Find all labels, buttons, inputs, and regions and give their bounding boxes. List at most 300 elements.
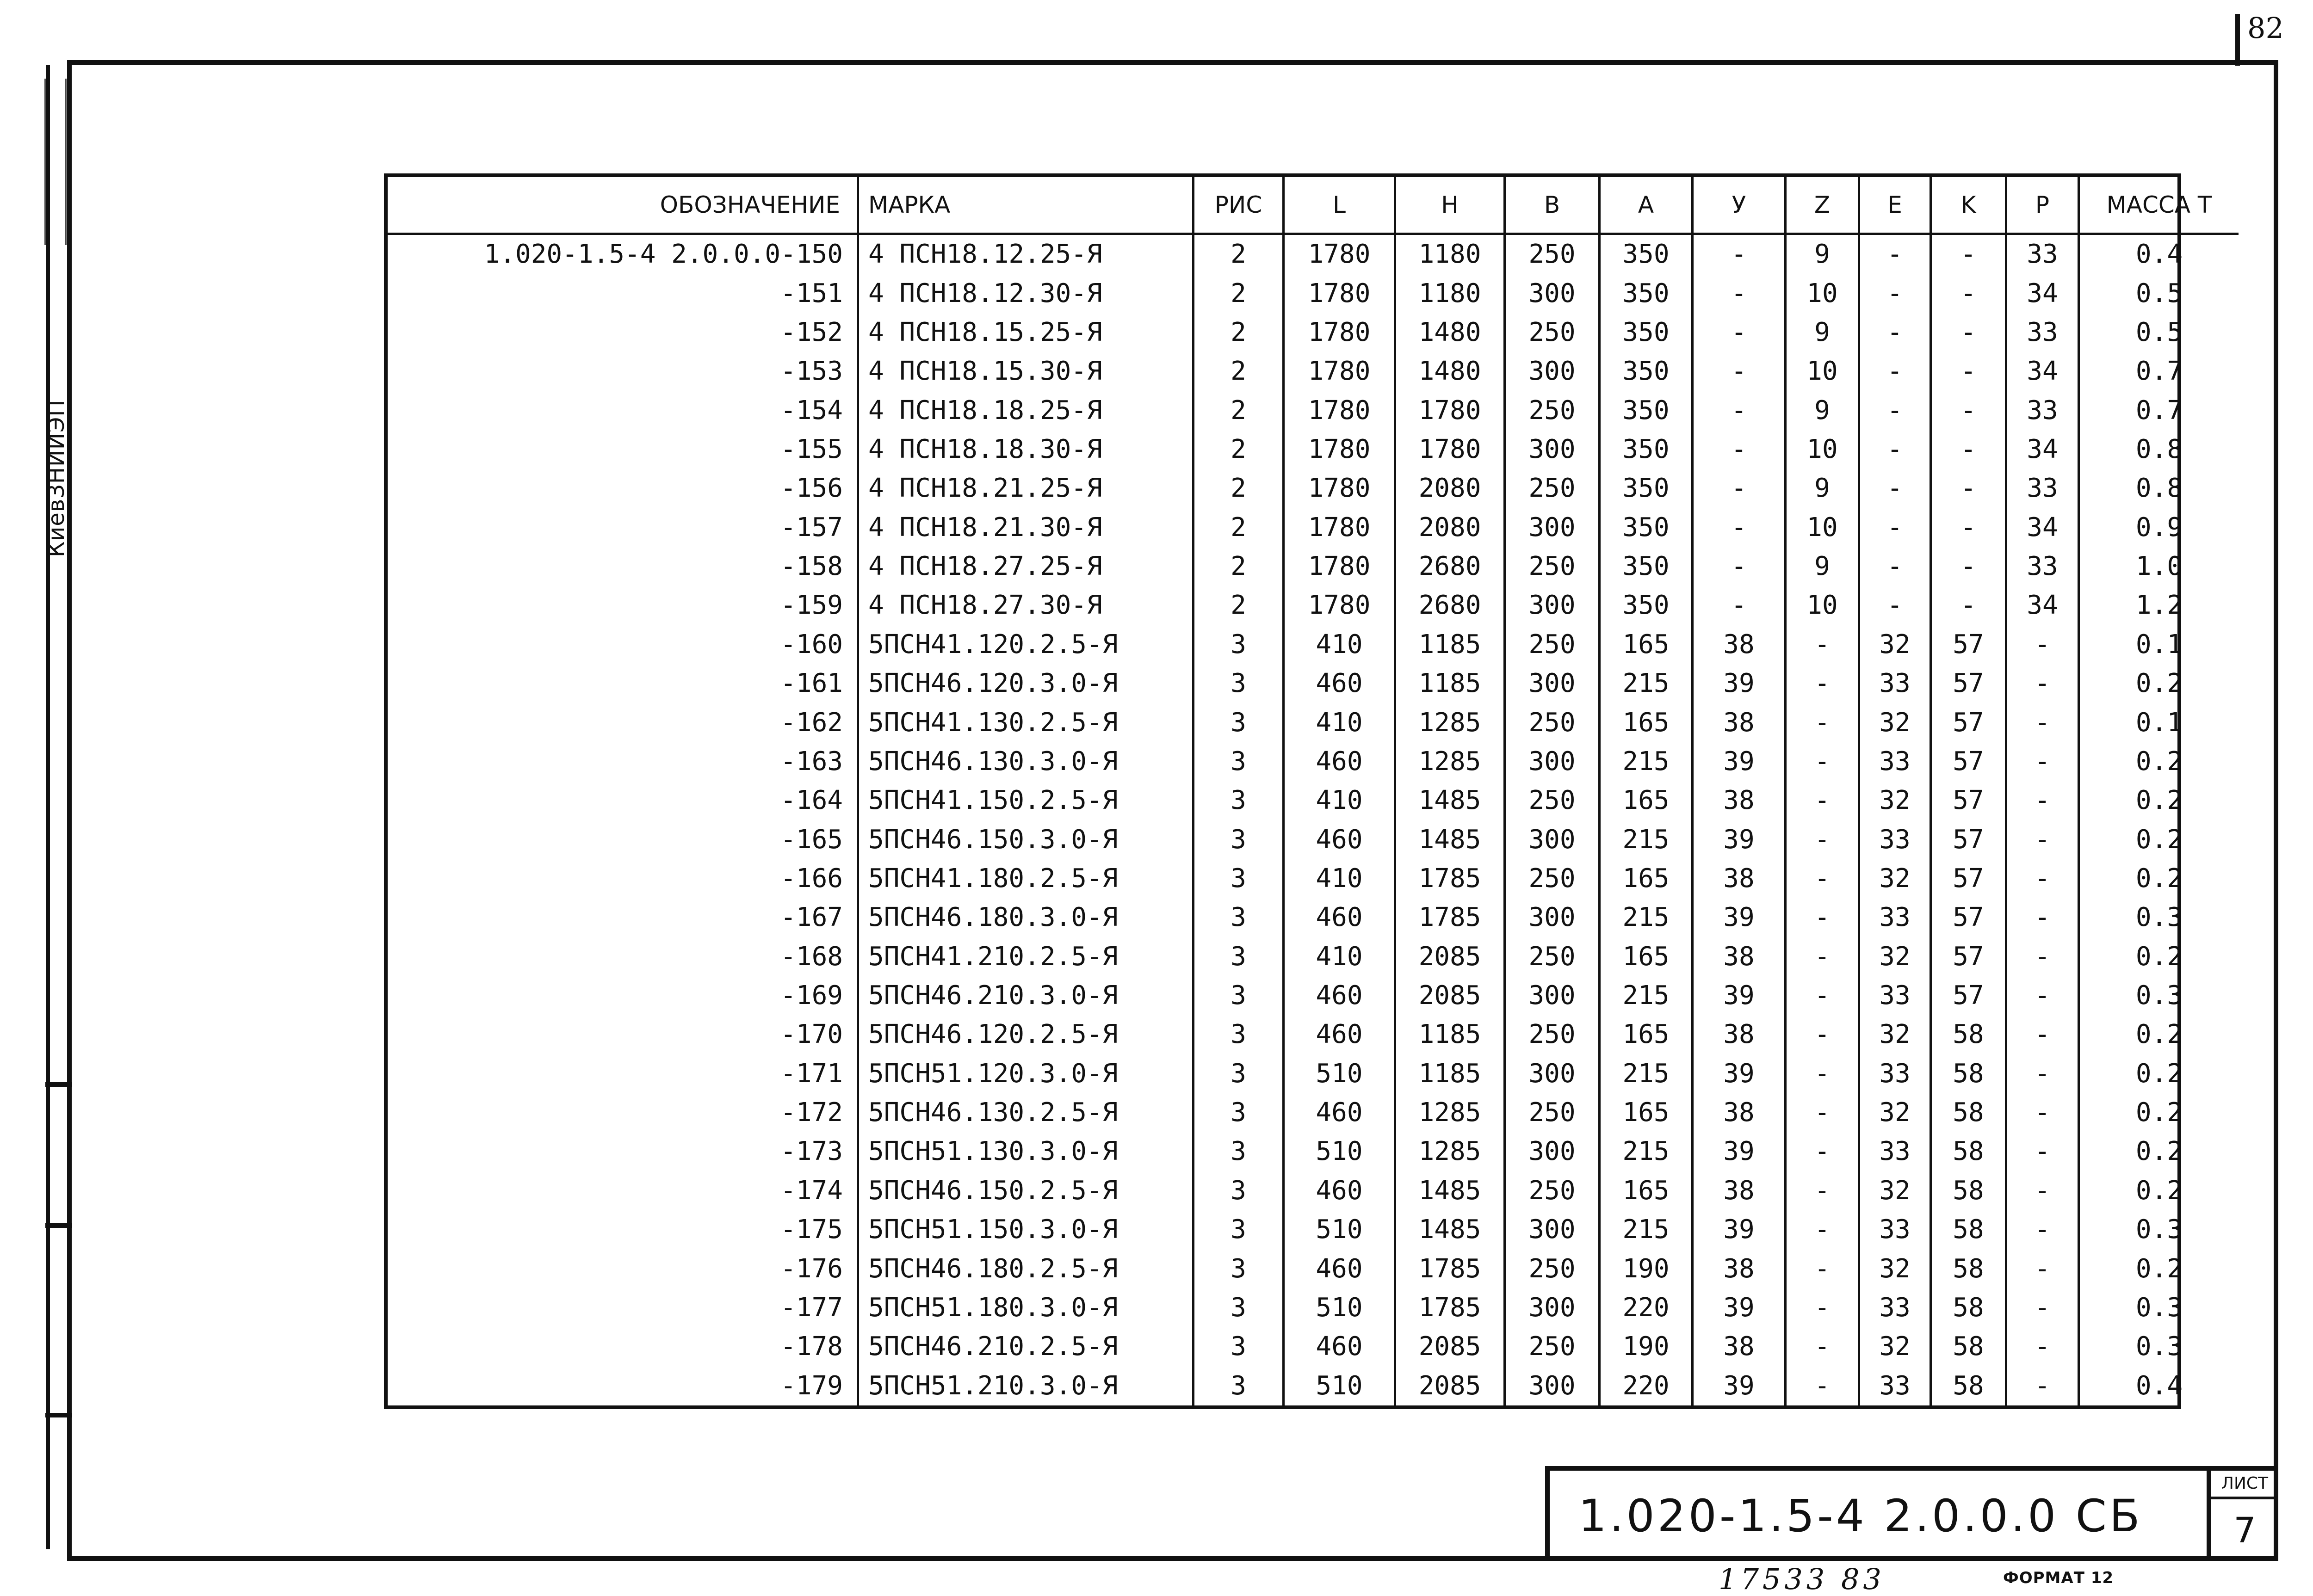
cell-y: 39 — [1693, 1132, 1786, 1171]
cell-e: - — [1859, 547, 1931, 586]
cell-a: 215 — [1600, 1210, 1693, 1249]
cell-a: 165 — [1600, 625, 1693, 664]
cell-p: - — [2006, 1054, 2079, 1093]
table-row — [388, 1054, 2239, 1093]
cell-figure: 3 — [1194, 1288, 1284, 1327]
document-designation: 1.020-1.5-4 2.0.0.0 СБ — [1578, 1490, 2143, 1542]
cell-y: 38 — [1693, 781, 1786, 820]
cell-z: - — [1786, 1015, 1859, 1054]
cell-a: 350 — [1600, 430, 1693, 469]
table-row — [388, 352, 2239, 391]
cell-mark: 5ПСН51.210.3.0-Я — [858, 1366, 1194, 1405]
table-row — [388, 430, 2239, 469]
cell-y: 38 — [1693, 1249, 1786, 1288]
cell-a: 165 — [1600, 937, 1693, 976]
cell-b: 250 — [1505, 937, 1600, 976]
cell-designation: -168 — [780, 941, 843, 972]
sheet-number: 7 — [2233, 1510, 2256, 1551]
cell-designation: -170 — [780, 1019, 843, 1050]
cell-mark: 5ПСН46.180.3.0-Я — [858, 898, 1194, 937]
cell-mark: 4 ПСН18.21.25-Я — [858, 469, 1194, 508]
cell-designation: -151 — [780, 278, 843, 308]
cell-figure: 2 — [1194, 430, 1284, 469]
cell-e: 33 — [1859, 976, 1931, 1015]
specification-table — [388, 177, 2239, 1405]
cell-e: - — [1859, 391, 1931, 430]
cell-h: 2080 — [1395, 469, 1505, 508]
cell-mark: 5ПСН41.130.2.5-Я — [858, 703, 1194, 742]
cell-figure: 3 — [1194, 1210, 1284, 1249]
cell-h: 2680 — [1395, 586, 1505, 625]
cell-mark: 5ПСН46.150.3.0-Я — [858, 820, 1194, 859]
table-row — [388, 1171, 2239, 1210]
cell-z: - — [1786, 1093, 1859, 1132]
cell-y: 39 — [1693, 898, 1786, 937]
cell-figure: 3 — [1194, 1249, 1284, 1288]
cell-mark: 5ПСН46.120.2.5-Я — [858, 1015, 1194, 1054]
cell-y: 38 — [1693, 703, 1786, 742]
cell-h: 1285 — [1395, 1093, 1505, 1132]
cell-k: 57 — [1931, 976, 2006, 1015]
cell-z: 10 — [1786, 274, 1859, 313]
sheet-label: ЛИСТ — [2211, 1471, 2278, 1499]
cell-figure: 2 — [1194, 508, 1284, 547]
cell-y: - — [1693, 234, 1786, 274]
cell-z: - — [1786, 820, 1859, 859]
table-row — [388, 1132, 2239, 1171]
cell-mass: 0.8 — [2079, 430, 2239, 469]
cell-y: 39 — [1693, 976, 1786, 1015]
cell-designation: -171 — [780, 1058, 843, 1089]
cell-h: 1185 — [1395, 625, 1505, 664]
cell-figure: 3 — [1194, 1327, 1284, 1366]
table-row — [388, 898, 2239, 937]
cell-p: - — [2006, 1093, 2079, 1132]
top-stub-line — [2235, 14, 2240, 66]
cell-l: 1780 — [1284, 469, 1395, 508]
cell-mass: 0.2 — [2079, 1132, 2239, 1171]
cell-k: 57 — [1931, 820, 2006, 859]
cell-e: - — [1859, 508, 1931, 547]
table-row — [388, 469, 2239, 508]
cell-figure: 3 — [1194, 820, 1284, 859]
cell-h: 1185 — [1395, 1015, 1505, 1054]
cell-h: 1785 — [1395, 859, 1505, 898]
header-p: P — [2006, 177, 2079, 234]
cell-mass: 0.5 — [2079, 274, 2239, 313]
cell-p: 33 — [2006, 313, 2079, 352]
cell-mass: 0.2 — [2079, 1171, 2239, 1210]
cell-designation: -177 — [780, 1292, 843, 1323]
cell-a: 215 — [1600, 976, 1693, 1015]
cell-e: - — [1859, 274, 1931, 313]
cell-mass: 0.2 — [2079, 781, 2239, 820]
cell-mark: 5ПСН51.130.3.0-Я — [858, 1132, 1194, 1171]
cell-y: - — [1693, 508, 1786, 547]
inventory-number: 17533 83 — [1719, 1562, 1885, 1596]
cell-y: 39 — [1693, 742, 1786, 781]
cell-e: - — [1859, 313, 1931, 352]
cell-l: 460 — [1284, 898, 1395, 937]
cell-h: 1285 — [1395, 742, 1505, 781]
cell-a: 350 — [1600, 234, 1693, 274]
cell-b: 250 — [1505, 781, 1600, 820]
cell-designation: -167 — [780, 902, 843, 933]
cell-z: - — [1786, 781, 1859, 820]
cell-b: 300 — [1505, 274, 1600, 313]
cell-y: 38 — [1693, 1327, 1786, 1366]
cell-e: - — [1859, 469, 1931, 508]
cell-e: 32 — [1859, 1093, 1931, 1132]
cell-mass: 0.4 — [2079, 1366, 2239, 1405]
cell-e: 32 — [1859, 781, 1931, 820]
cell-l: 510 — [1284, 1054, 1395, 1093]
cell-designation: -154 — [780, 395, 843, 425]
cell-designation: -160 — [780, 629, 843, 659]
cell-mark: 4 ПСН18.18.30-Я — [858, 430, 1194, 469]
cell-l: 510 — [1284, 1210, 1395, 1249]
cell-l: 460 — [1284, 664, 1395, 703]
cell-e: 32 — [1859, 937, 1931, 976]
cell-h: 1785 — [1395, 1288, 1505, 1327]
cell-y: 39 — [1693, 1288, 1786, 1327]
cell-z: - — [1786, 1288, 1859, 1327]
cell-k: - — [1931, 234, 2006, 274]
cell-p: 33 — [2006, 234, 2079, 274]
cell-h: 1480 — [1395, 313, 1505, 352]
cell-p: 33 — [2006, 547, 2079, 586]
cell-y: 39 — [1693, 820, 1786, 859]
cell-p: - — [2006, 1132, 2079, 1171]
cell-b: 250 — [1505, 469, 1600, 508]
cell-mass: 0.2 — [2079, 1093, 2239, 1132]
cell-b: 300 — [1505, 742, 1600, 781]
cell-l: 460 — [1284, 976, 1395, 1015]
cell-mark: 5ПСН51.150.3.0-Я — [858, 1210, 1194, 1249]
cell-e: 32 — [1859, 1015, 1931, 1054]
cell-a: 215 — [1600, 1054, 1693, 1093]
cell-l: 1780 — [1284, 313, 1395, 352]
cell-e: 33 — [1859, 1366, 1931, 1405]
table-row — [388, 1327, 2239, 1366]
cell-e: 32 — [1859, 625, 1931, 664]
cell-a: 220 — [1600, 1366, 1693, 1405]
cell-z: - — [1786, 937, 1859, 976]
cell-designation: -179 — [780, 1370, 843, 1401]
cell-y: - — [1693, 391, 1786, 430]
cell-figure: 3 — [1194, 1093, 1284, 1132]
cell-mass: 0.5 — [2079, 313, 2239, 352]
cell-h: 1485 — [1395, 1171, 1505, 1210]
cell-mass: 0.7 — [2079, 352, 2239, 391]
table-row — [388, 781, 2239, 820]
cell-l: 460 — [1284, 1249, 1395, 1288]
cell-designation: -169 — [780, 980, 843, 1011]
cell-k: 57 — [1931, 898, 2006, 937]
cell-e: 33 — [1859, 1288, 1931, 1327]
cell-mass: 0.2 — [2079, 1015, 2239, 1054]
cell-mark: 5ПСН46.120.3.0-Я — [858, 664, 1194, 703]
cell-p: - — [2006, 742, 2079, 781]
cell-figure: 3 — [1194, 898, 1284, 937]
cell-a: 350 — [1600, 274, 1693, 313]
table-row — [388, 1210, 2239, 1249]
side-tick — [45, 1223, 72, 1228]
cell-p: 34 — [2006, 352, 2079, 391]
cell-designation: -153 — [780, 356, 843, 387]
cell-h: 1485 — [1395, 820, 1505, 859]
table-row — [388, 820, 2239, 859]
cell-mark: 4 ПСН18.12.25-Я — [858, 234, 1194, 274]
cell-y: 38 — [1693, 1015, 1786, 1054]
page-number: 82 — [2247, 11, 2284, 45]
cell-e: 33 — [1859, 1054, 1931, 1093]
format-label: ФОРМАТ 12 — [2003, 1569, 2114, 1587]
table-row — [388, 1093, 2239, 1132]
cell-e: - — [1859, 430, 1931, 469]
cell-z: - — [1786, 1249, 1859, 1288]
cell-h: 1180 — [1395, 274, 1505, 313]
cell-e: - — [1859, 586, 1931, 625]
cell-k: 58 — [1931, 1054, 2006, 1093]
cell-figure: 3 — [1194, 1054, 1284, 1093]
cell-p: - — [2006, 937, 2079, 976]
cell-h: 1780 — [1395, 430, 1505, 469]
cell-l: 510 — [1284, 1132, 1395, 1171]
cell-p: 34 — [2006, 274, 2079, 313]
cell-z: 9 — [1786, 469, 1859, 508]
table-row — [388, 1015, 2239, 1054]
cell-mark: 5ПСН46.130.3.0-Я — [858, 742, 1194, 781]
cell-z: 10 — [1786, 508, 1859, 547]
cell-figure: 3 — [1194, 742, 1284, 781]
cell-designation: -159 — [780, 590, 843, 621]
cell-mark: 5ПСН41.180.2.5-Я — [858, 859, 1194, 898]
cell-a: 215 — [1600, 742, 1693, 781]
cell-e: 33 — [1859, 1210, 1931, 1249]
cell-y: 39 — [1693, 664, 1786, 703]
cell-designation: 1.020-1.5-4 2.0.0.0-150 — [484, 239, 843, 270]
cell-b: 300 — [1505, 352, 1600, 391]
cell-figure: 3 — [1194, 1132, 1284, 1171]
cell-designation: -152 — [780, 317, 843, 347]
handwritten-signature — [44, 79, 67, 245]
cell-b: 300 — [1505, 586, 1600, 625]
cell-figure: 3 — [1194, 664, 1284, 703]
cell-a: 350 — [1600, 469, 1693, 508]
cell-h: 1785 — [1395, 1249, 1505, 1288]
cell-h: 2085 — [1395, 937, 1505, 976]
cell-p: - — [2006, 976, 2079, 1015]
cell-k: 58 — [1931, 1171, 2006, 1210]
cell-e: 32 — [1859, 1249, 1931, 1288]
cell-a: 190 — [1600, 1249, 1693, 1288]
cell-k: - — [1931, 469, 2006, 508]
header-a: A — [1600, 177, 1693, 234]
cell-y: - — [1693, 469, 1786, 508]
cell-a: 165 — [1600, 703, 1693, 742]
cell-mark: 5ПСН46.180.2.5-Я — [858, 1249, 1194, 1288]
cell-designation: -161 — [780, 668, 843, 699]
cell-k: - — [1931, 313, 2006, 352]
cell-designation: -165 — [780, 824, 843, 855]
cell-z: - — [1786, 742, 1859, 781]
table-row — [388, 742, 2239, 781]
table-row — [388, 391, 2239, 430]
cell-p: - — [2006, 1210, 2079, 1249]
cell-h: 1485 — [1395, 1210, 1505, 1249]
cell-mark: 5ПСН46.150.2.5-Я — [858, 1171, 1194, 1210]
cell-e: - — [1859, 352, 1931, 391]
cell-y: 38 — [1693, 1171, 1786, 1210]
cell-p: - — [2006, 625, 2079, 664]
cell-mass: 0.3 — [2079, 1210, 2239, 1249]
cell-a: 215 — [1600, 1132, 1693, 1171]
cell-z: - — [1786, 1327, 1859, 1366]
table-header-row — [388, 177, 2239, 234]
cell-mass: 0.3 — [2079, 898, 2239, 937]
cell-y: - — [1693, 352, 1786, 391]
cell-figure: 3 — [1194, 625, 1284, 664]
cell-mass: 0.2 — [2079, 859, 2239, 898]
cell-mass: 0.2 — [2079, 742, 2239, 781]
cell-mass: 0.2 — [2079, 820, 2239, 859]
header-y: У — [1693, 177, 1786, 234]
header-b: B — [1505, 177, 1600, 234]
cell-b: 300 — [1505, 664, 1600, 703]
cell-y: 39 — [1693, 1210, 1786, 1249]
cell-figure: 3 — [1194, 703, 1284, 742]
cell-l: 1780 — [1284, 274, 1395, 313]
cell-e: 32 — [1859, 859, 1931, 898]
cell-b: 250 — [1505, 625, 1600, 664]
cell-l: 1780 — [1284, 352, 1395, 391]
cell-k: 58 — [1931, 1015, 2006, 1054]
cell-l: 460 — [1284, 1093, 1395, 1132]
cell-mark: 4 ПСН18.27.25-Я — [858, 547, 1194, 586]
cell-b: 250 — [1505, 1093, 1600, 1132]
table-row — [388, 1249, 2239, 1288]
header-z: Z — [1786, 177, 1859, 234]
cell-p: - — [2006, 1366, 2079, 1405]
cell-k: 58 — [1931, 1288, 2006, 1327]
cell-p: - — [2006, 1015, 2079, 1054]
cell-designation: -158 — [780, 551, 843, 582]
cell-l: 410 — [1284, 625, 1395, 664]
cell-figure: 3 — [1194, 859, 1284, 898]
cell-mark: 5ПСН51.180.3.0-Я — [858, 1288, 1194, 1327]
cell-figure: 2 — [1194, 391, 1284, 430]
cell-designation: -157 — [780, 512, 843, 542]
cell-figure: 3 — [1194, 976, 1284, 1015]
cell-mass: 0.1 — [2079, 625, 2239, 664]
cell-b: 300 — [1505, 1288, 1600, 1327]
cell-b: 250 — [1505, 391, 1600, 430]
cell-l: 410 — [1284, 937, 1395, 976]
cell-e: 33 — [1859, 820, 1931, 859]
cell-figure: 3 — [1194, 1366, 1284, 1405]
header-designation: ОБОЗНАЧЕНИЕ — [388, 177, 858, 234]
cell-mark: 4 ПСН18.27.30-Я — [858, 586, 1194, 625]
cell-mark: 5ПСН46.210.3.0-Я — [858, 976, 1194, 1015]
cell-h: 2085 — [1395, 1366, 1505, 1405]
cell-figure: 3 — [1194, 1015, 1284, 1054]
cell-mark: 4 ПСН18.18.25-Я — [858, 391, 1194, 430]
cell-b: 250 — [1505, 313, 1600, 352]
cell-mass: 0.2 — [2079, 664, 2239, 703]
cell-z: - — [1786, 703, 1859, 742]
cell-b: 250 — [1505, 547, 1600, 586]
cell-p: - — [2006, 859, 2079, 898]
cell-y: - — [1693, 274, 1786, 313]
cell-a: 215 — [1600, 898, 1693, 937]
cell-z: 9 — [1786, 313, 1859, 352]
cell-l: 1780 — [1284, 234, 1395, 274]
cell-l: 410 — [1284, 781, 1395, 820]
cell-b: 250 — [1505, 1327, 1600, 1366]
cell-b: 250 — [1505, 703, 1600, 742]
cell-l: 510 — [1284, 1366, 1395, 1405]
cell-designation: -173 — [780, 1136, 843, 1167]
cell-e: 32 — [1859, 1171, 1931, 1210]
header-k: K — [1931, 177, 2006, 234]
cell-designation: -155 — [780, 434, 843, 465]
cell-h: 2080 — [1395, 508, 1505, 547]
cell-z: - — [1786, 898, 1859, 937]
cell-p: 33 — [2006, 469, 2079, 508]
cell-z: - — [1786, 664, 1859, 703]
cell-figure: 2 — [1194, 234, 1284, 274]
table-row — [388, 586, 2239, 625]
cell-z: - — [1786, 859, 1859, 898]
cell-figure: 2 — [1194, 469, 1284, 508]
cell-k: 57 — [1931, 742, 2006, 781]
cell-z: 9 — [1786, 391, 1859, 430]
cell-z: 10 — [1786, 430, 1859, 469]
cell-mass: 0.1 — [2079, 703, 2239, 742]
cell-z: - — [1786, 1132, 1859, 1171]
cell-y: - — [1693, 586, 1786, 625]
cell-b: 300 — [1505, 1054, 1600, 1093]
cell-k: 57 — [1931, 781, 2006, 820]
cell-figure: 2 — [1194, 274, 1284, 313]
header-figure: РИС — [1194, 177, 1284, 234]
cell-k: 58 — [1931, 1327, 2006, 1366]
cell-designation: -176 — [780, 1253, 843, 1284]
cell-a: 190 — [1600, 1327, 1693, 1366]
cell-b: 300 — [1505, 898, 1600, 937]
cell-mark: 4 ПСН18.12.30-Я — [858, 274, 1194, 313]
cell-h: 1785 — [1395, 898, 1505, 937]
cell-l: 410 — [1284, 859, 1395, 898]
cell-figure: 3 — [1194, 1171, 1284, 1210]
cell-k: - — [1931, 430, 2006, 469]
cell-l: 460 — [1284, 1327, 1395, 1366]
cell-mark: 4 ПСН18.15.30-Я — [858, 352, 1194, 391]
cell-mark: 4 ПСН18.21.30-Я — [858, 508, 1194, 547]
header-e: E — [1859, 177, 1931, 234]
cell-l: 460 — [1284, 1171, 1395, 1210]
cell-k: 58 — [1931, 1132, 2006, 1171]
cell-p: - — [2006, 898, 2079, 937]
cell-l: 1780 — [1284, 586, 1395, 625]
cell-figure: 3 — [1194, 937, 1284, 976]
cell-mark: 5ПСН46.210.2.5-Я — [858, 1327, 1194, 1366]
cell-k: - — [1931, 547, 2006, 586]
table-row — [388, 508, 2239, 547]
cell-a: 165 — [1600, 1093, 1693, 1132]
cell-a: 350 — [1600, 391, 1693, 430]
